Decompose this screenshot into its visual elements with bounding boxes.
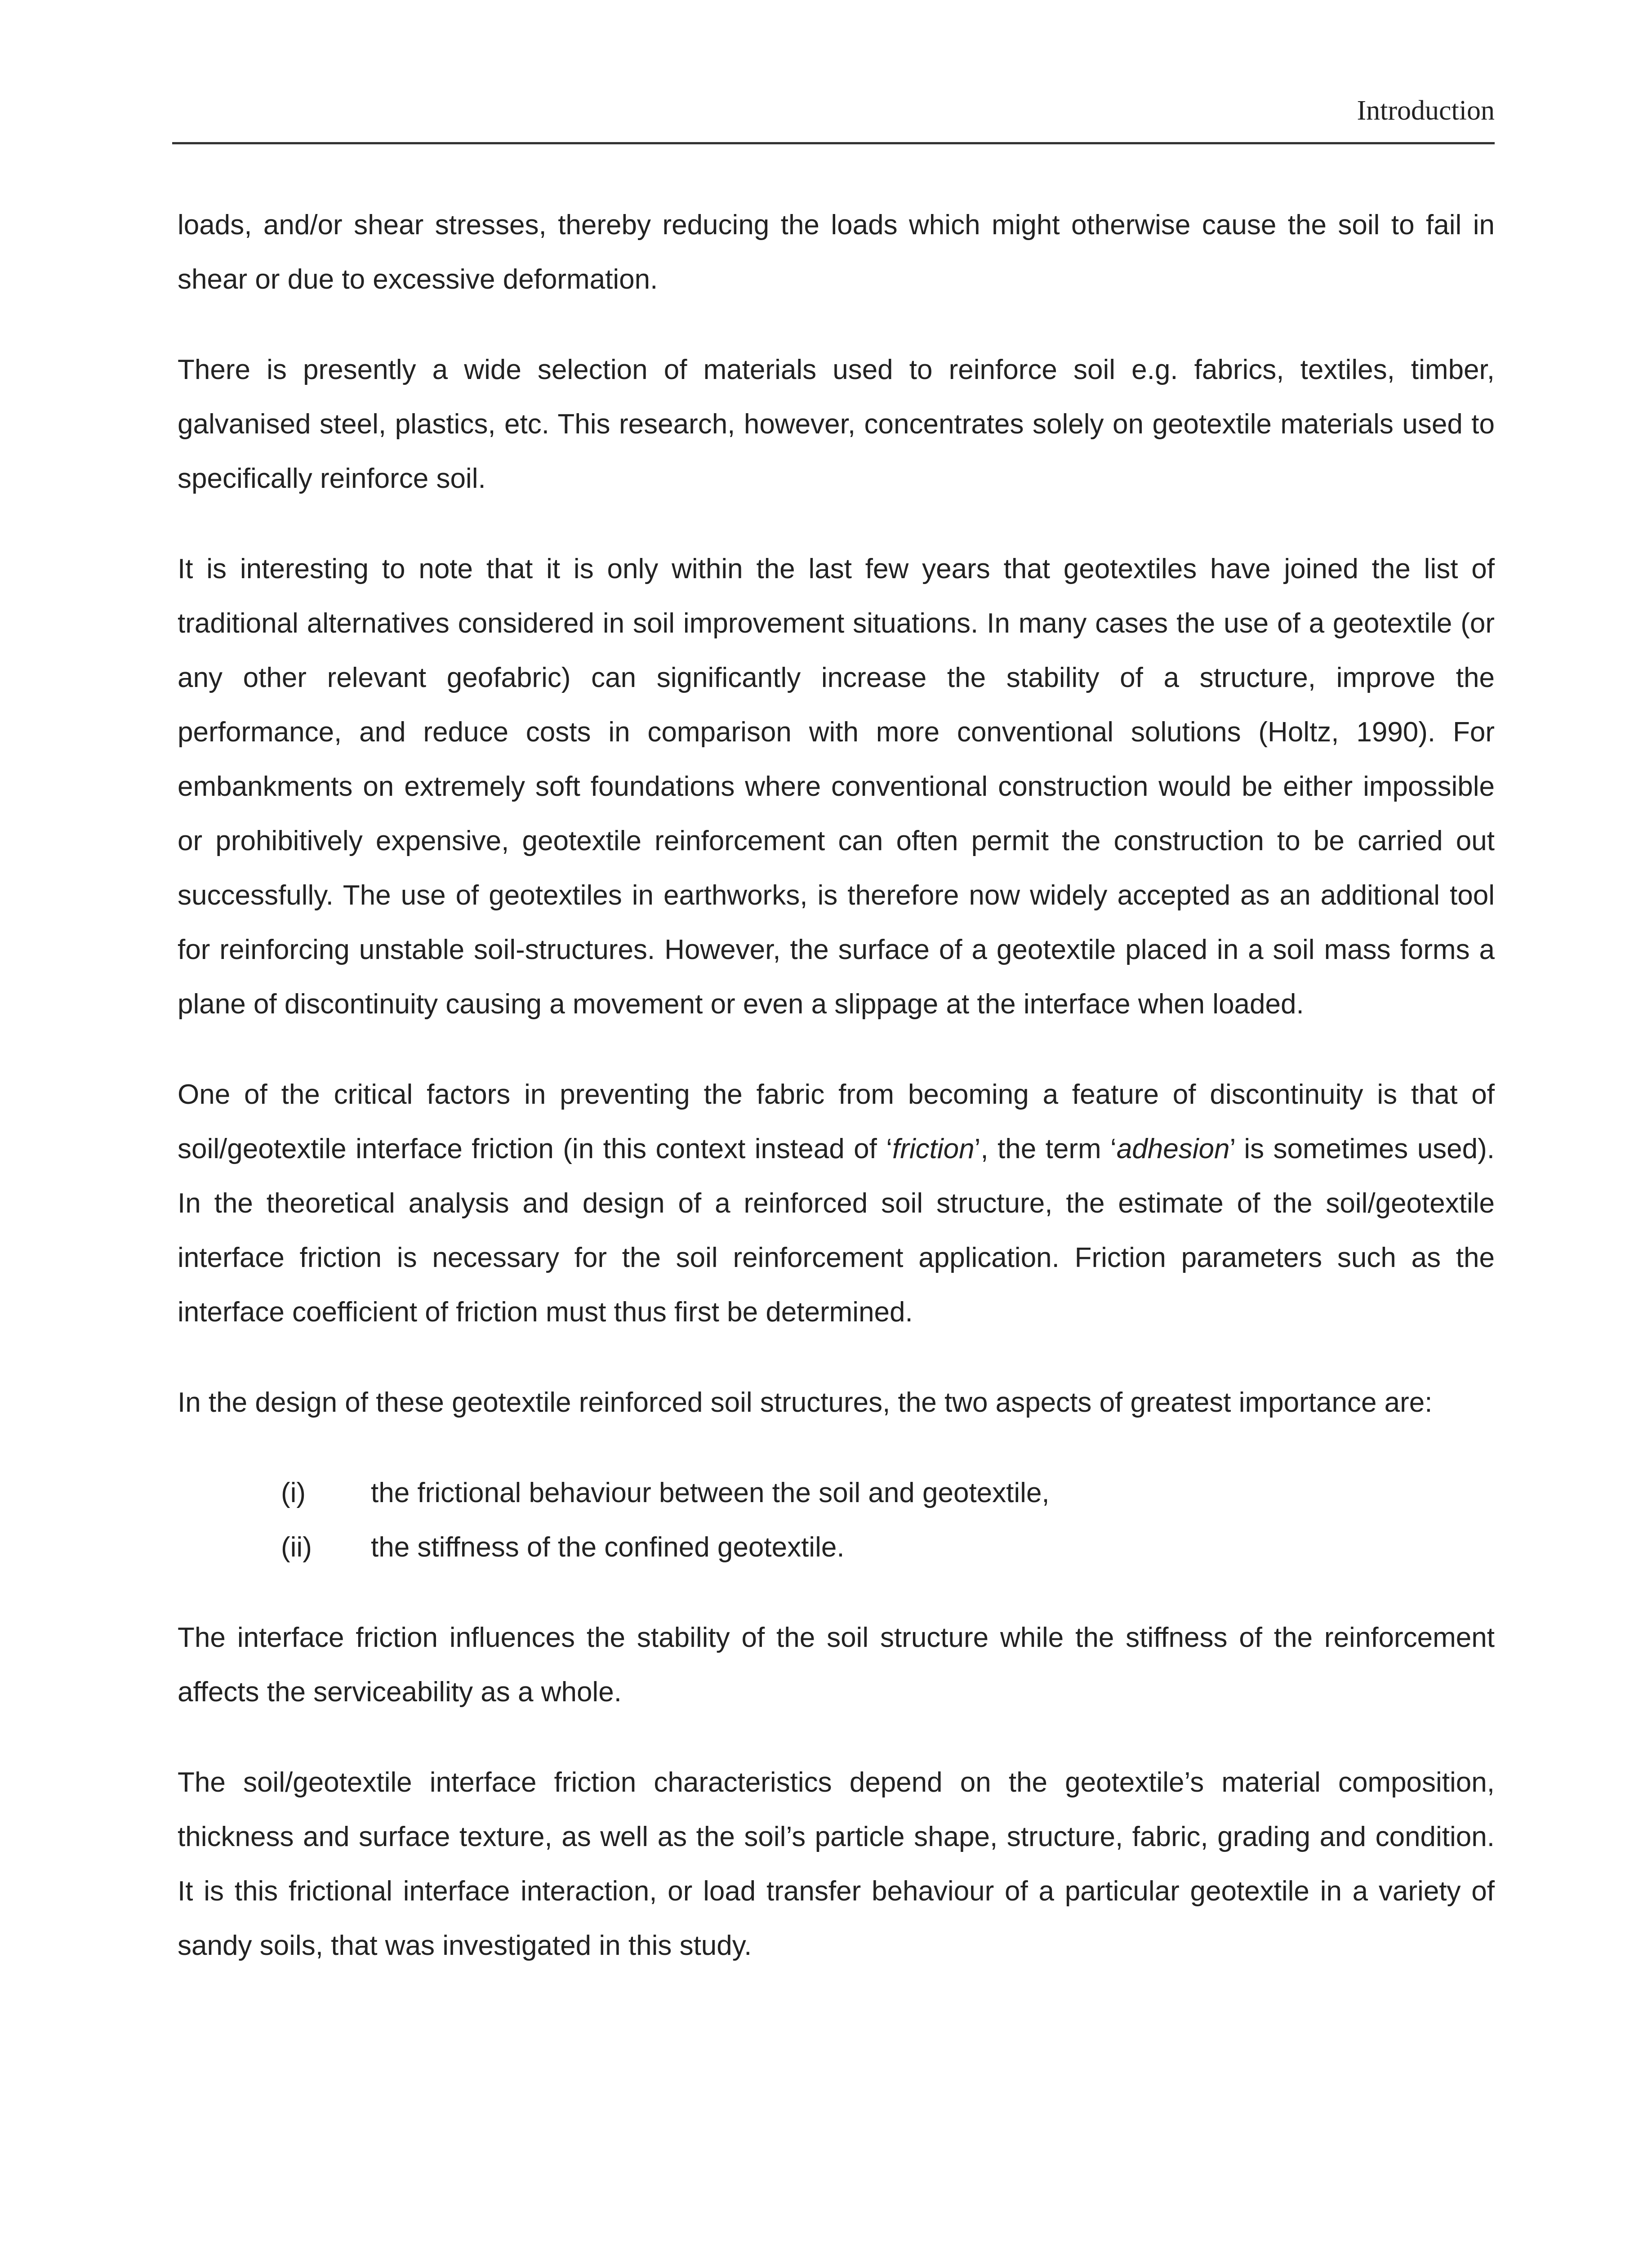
paragraph-3: It is interesting to note that it is only within the last few years that geotextiles have joined the list of traditional alternatives considered in soil improvement situations. In many cases the use of a geotextile (or any other relevant geofabric) can significantly increase the stability of a structure, improve the performance, and reduce costs in comparison with more conventional solutions (Holtz, 1990). For embankments on extremely soft foundations where conventional construction would be either impossible or prohibitively expensive, geotextile reinforcement can often permit the construction to be carried out successfully. The use of geotextiles in earthworks, is therefore now widely accepted as an additional tool for reinforcing unstable soil-structures. However, the surface of a geotextile placed in a soil mass forms a plane of discontinuity causing a movement or even a slippage at the interface when loaded. [178,553,1495,1020]
list-item-text: the stiffness of the confined geotextile. [371,1532,845,1563]
list-item [178,1466,1495,1520]
paragraph-4-text-1: One of the critical factors in preventing the fabric from becoming a feature of discontinuity is that of soil/geotextile interface friction (in this context instead of ‘ [178,1079,1495,1164]
list-marker: (i) [281,1477,306,1508]
paragraph-4-text-2: ’, the term ‘ [974,1133,1117,1164]
paragraph-2: There is presently a wide selection of materials used to reinforce soil e.g. fabrics, textiles, timber, galvanised steel, plastics, etc. This research, however, concentrates solely on geotextile materials used to specifically reinforce soil. [178,354,1495,494]
term-friction: friction [892,1133,975,1164]
paragraph-4 [178,1067,1495,1339]
aspects-list [178,1466,1495,1574]
list-item-text: the frictional behaviour between the soil and geotextile, [371,1477,1050,1508]
list-item [178,1520,1495,1574]
paragraph-4-text-3: ’ is sometimes used). In the theoretical analysis and design of a reinforced soil structure, the estimate of the soil/geotextile interface friction is necessary for the soil reinforcement application. Friction parameters such as the interface coefficient of friction must thus first be determined. [178,1133,1495,1328]
body-text [178,198,1495,2009]
paragraph-7: The soil/geotextile interface friction characteristics depend on the geotextile’s material composition, thickness and surface texture, as well as the soil’s particle shape, structure, fabric, grading and condition. It is this frictional interface interaction, or load transfer behaviour of a particular geotextile in a variety of sandy soils, that was investigated in this study. [178,1767,1495,1961]
running-header: Introduction [1357,95,1495,126]
paragraph-1: loads, and/or shear stresses, thereby reducing the loads which might otherwise cause the soil to fail in shear or due to excessive deformation. [178,210,1495,295]
paragraph-5: In the design of these geotextile reinforced soil structures, the two aspects of greatest importance are: [178,1387,1433,1418]
paragraph-6: The interface friction influences the stability of the soil structure while the stiffness of the reinforcement affects the serviceability as a whole. [178,1622,1495,1708]
term-adhesion: adhesion [1116,1133,1230,1164]
list-marker: (ii) [281,1532,312,1563]
header-rule [172,142,1495,144]
